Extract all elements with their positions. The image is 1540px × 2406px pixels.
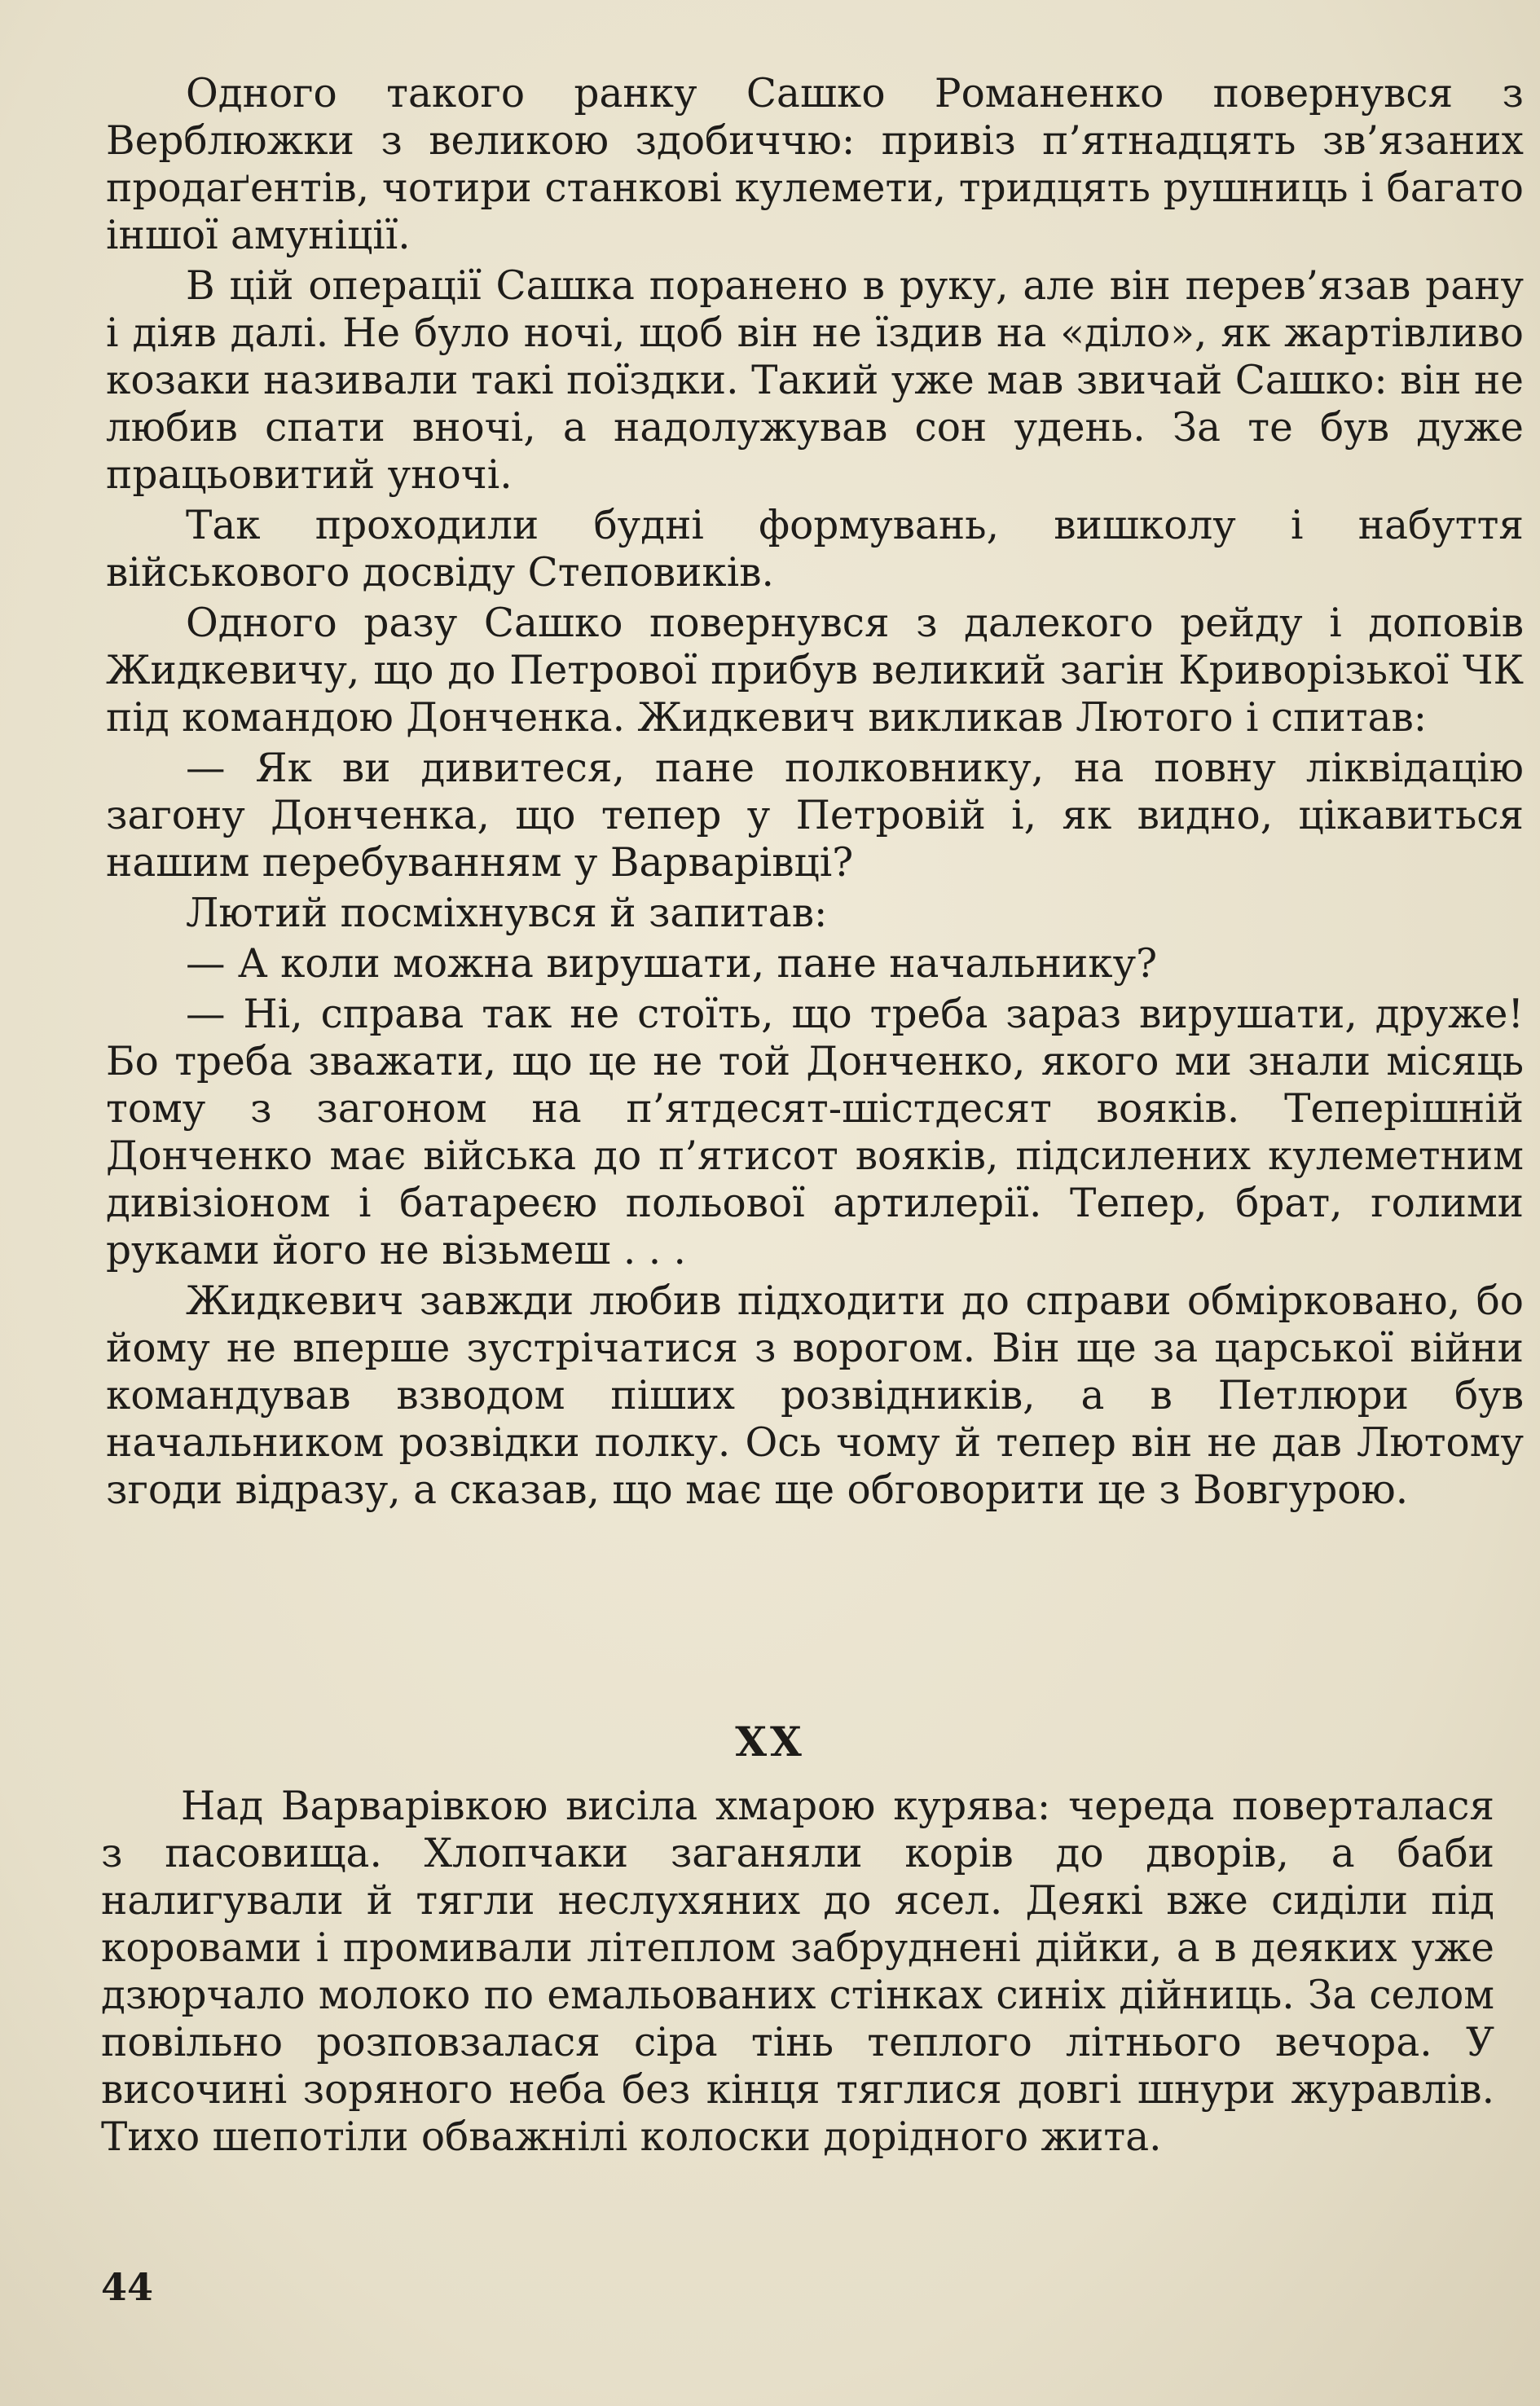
dialogue-line: — Як ви дивитеся, пане полковнику, на повну ліквідацію загону Донченка, що тепер у Петровій і, як видно, цікавиться нашим перебуванням у Варварівці? — [106, 746, 1524, 886]
paragraph: Одного такого ранку Сашко Романенко повернувся з Верблюжки з великою здобиччю: привіз п’ятнадцять зв’язаних продаґентів, чотири станкові кулемети, тридцять рушниць і багато іншої амуніції. — [106, 71, 1524, 258]
main-text-block — [106, 70, 1524, 1517]
paragraph: Так проходили будні формувань, вишколу і набуття військового досвіду Степовиків. — [106, 503, 1524, 596]
dialogue-line: — А коли можна вирушати, пане начальнику? — [186, 941, 1158, 987]
chapter-heading: XX — [735, 1718, 805, 1766]
paragraph: Одного разу Сашко повернувся з далекого рейду і доповів Жидкевичу, що до Петрової прибув великий загін Криворізької ЧК під командою Донченка. Жидкевич викликав Лютого і спитав: — [106, 600, 1524, 741]
paragraph: В цій операції Сашка поранено в руку, але він перев’язав рану і діяв далі. Не було ночі, щоб він не їздив на «діло», як жартівливо козаки називали такі поїздки. Такий уже мав звичай Сашко: він не любив спати вночі, а надолужував сон удень. За те був дуже працьовитий уночі. — [106, 263, 1524, 498]
paragraph: Жидкевич завжди любив підходити до справи обмірковано, бо йому не вперше зустрічатися з ворогом. Він ще за царської війни командував взводом піших розвідників, а в Петлюри був начальником розвідки полку. Ось чому й тепер він не дав Лютому згоди відразу, а сказав, що має ще обговорити це з Вовгурою. — [106, 1278, 1524, 1513]
dialogue-line: — Ні, справа так не стоїть, що треба зараз вирушати, друже! Бо треба зважати, що це не той Донченко, якого ми знали місяць тому з загоном на п’ятдесят-шістдесят вояків. Теперішній Донченко має війська до п’ятисот вояків, підсилених кулеметним дивізіоном і батареєю польової артилерії. Тепер, брат, голими руками його не візьмеш . . . — [106, 992, 1524, 1273]
chapter-text-block — [101, 1783, 1494, 2164]
page-number: 44 — [101, 2265, 154, 2309]
paragraph: Лютий посміхнувся й запитав: — [186, 891, 828, 936]
paragraph: Над Варварівкою висіла хмарою курява: череда поверталася з пасовища. Хлопчаки заганяли корів до дворів, а баби налигували й тягли неслухяних до ясел. Деякі вже сиділи під коровами і промивали літеплом забруднені дійки, а в деяких уже дзюрчало молоко по емальованих стінках синіх дійниць. За селом повільно розповзалася сіра тінь теплого літнього вечора. У височині зоряного неба без кінця тяглися довгі шнури журавлів. Тихо шепотіли обважнілі колоски дорідного жита. — [101, 1784, 1494, 2160]
